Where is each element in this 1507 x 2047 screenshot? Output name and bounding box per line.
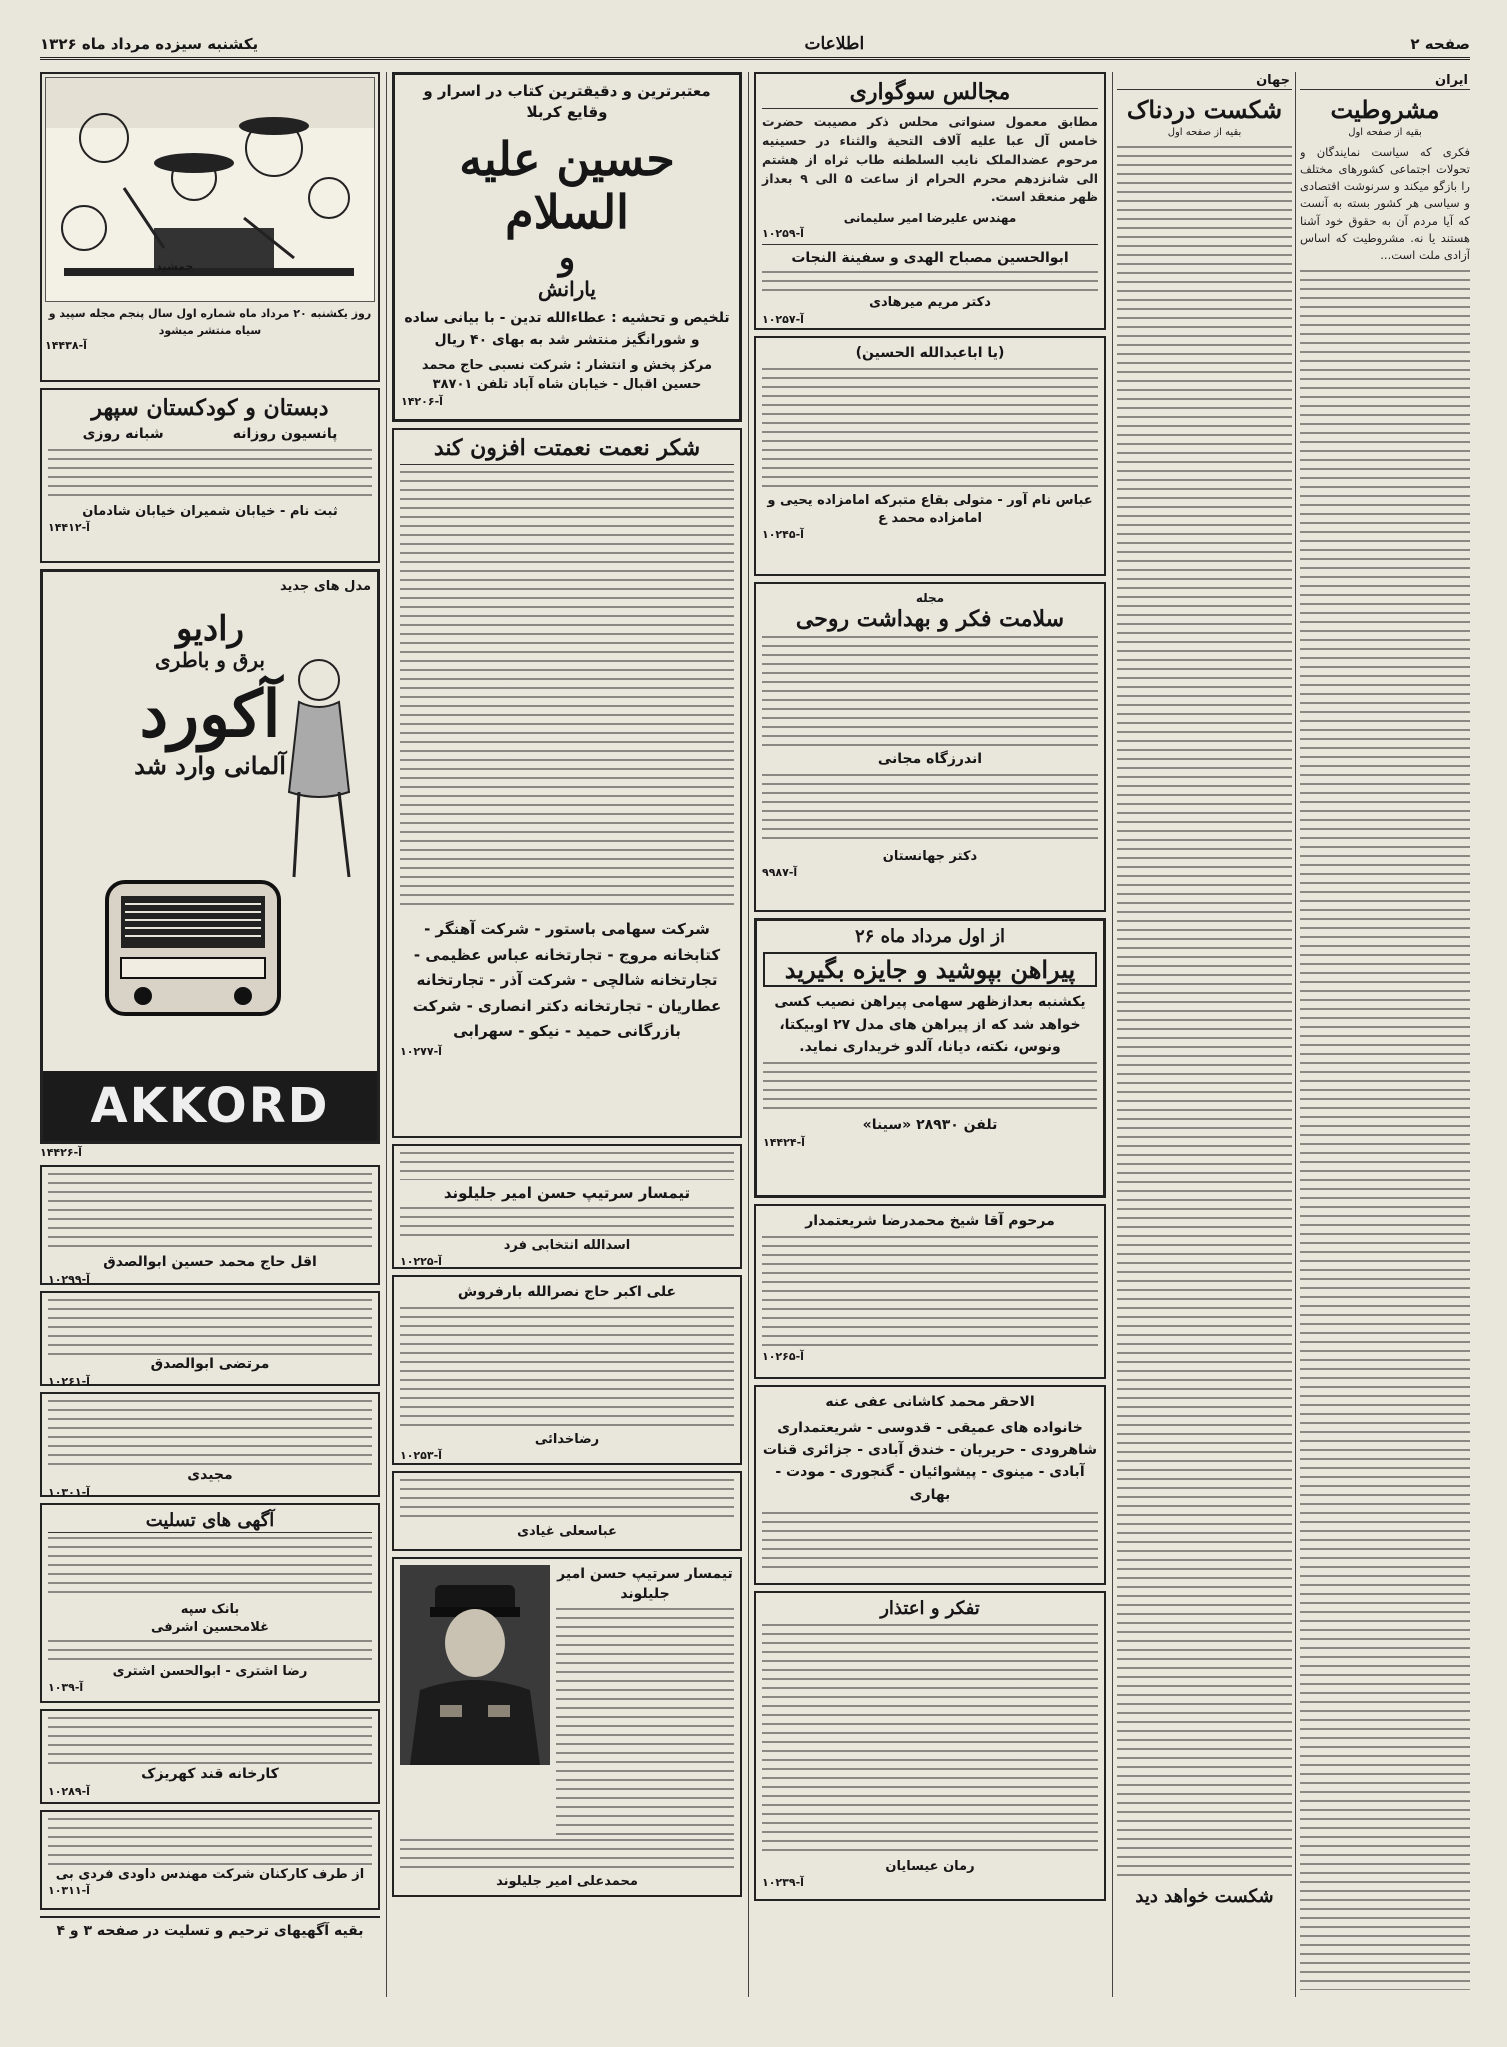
ad-ref-number: آ-۹۹۸۷ [762, 865, 798, 879]
mourning-ad-2-title: ابوالحسین مصباح الهدی و سفینة النجات [791, 249, 1069, 266]
mourning-ad-2-text [762, 271, 1098, 291]
obituary-text [400, 1307, 734, 1427]
notice-title: تفکر و اعتذار [880, 1598, 980, 1619]
ad-ref-number: آ-۱۰۳۹ [48, 1681, 84, 1695]
notice-text [48, 1299, 372, 1355]
sympathy-sign-bank: بانک سپه [180, 1601, 240, 1617]
column-ads-left [40, 72, 380, 1997]
article-continued-note: بقیه از صفحه اول [1167, 126, 1242, 138]
article-lead-text: فکری که سیاست نمایندگان و تحولات اجتماعی کشورهای مختلف را بازگو میکند و سرنوشت اقتصادی و سیاسی هر کشور بسته به آنست که آیا مردم آن به حقوق خود آشنا هستند یا نه. مشروطیت که اساس آزادی ملت است... [1300, 144, 1470, 263]
prize-title: پیراهن بپوشید و جایزه بگیرید [763, 952, 1097, 988]
section-label-iran: ایران [1300, 72, 1470, 90]
magazine-text [762, 636, 1098, 746]
article-body-text [1300, 270, 1470, 1990]
mourning-ad-3-signature: عباس نام آور - متولی بقاع متبرکه امامزاده یحیی و امامزاده محمد ع [767, 492, 1093, 526]
magazine-text-2 [762, 774, 1098, 844]
page-number: صفحه ۲ [1410, 34, 1470, 53]
photo-notice-signature: محمدعلی امیر جلیلوند [496, 1874, 638, 1889]
prize-text: یکشنبه بعدازظهر سهامی پیراهن نصیب کسی خواهد شد که از پیراهن های مدل ۲۷ اوبیکتا، ونوس، نکته، دیانا، آلدو خریداری نماید. [774, 994, 1086, 1056]
mourning-ad-3 [754, 336, 1106, 576]
book-ad [392, 72, 742, 422]
photo-caption-title: تیمسار سرتیپ حسن امیر جلیلوند [557, 1566, 733, 1602]
school-address: ثبت نام - خیابان شمیران خیابان شادمان [82, 503, 338, 519]
radio-set-icon [103, 872, 283, 1022]
ad-ref-number: آ-۱۰۲۲۵ [400, 1255, 442, 1269]
prize-phone: تلفن ۲۸۹۳۰ «سینا» [862, 1117, 998, 1134]
notice-title: الاحقر محمد کاشانی عفی عنه [825, 1394, 1035, 1410]
ad-ref-number: آ-۱۰۲۶۵ [762, 1349, 804, 1363]
notice-signature: مجیدی [187, 1467, 233, 1483]
kahrizak-text [48, 1717, 372, 1765]
prize-date: از اول مرداد ماه ۲۶ [854, 926, 1006, 947]
radio-word: رادیو [175, 609, 245, 650]
mourning-ad-signature: مهندس علیرضا امیر سلیمانی [843, 211, 1017, 226]
column-divider [1112, 72, 1113, 1997]
ad-ref-number: آ-۱۴۲۰۶ [401, 394, 443, 408]
magazine-label: مجله [915, 591, 945, 605]
notice-families: خانواده های عمیقی - قدوسی - شریعتمداری شاهرودی - حریریان - خندق آبادی - جزائری قنات آبادی - مینوی - پیشوائیان - گنجوری - مودت - بهاری [762, 1419, 1098, 1503]
notice-signature: مرتضی ابوالصدق [150, 1356, 270, 1372]
ad-ref-number: آ-۱۴۴۲۴ [763, 1136, 805, 1150]
notice-kashani [754, 1385, 1106, 1585]
obituary-title: علی اکبر حاج نصرالله بارفروش [457, 1284, 677, 1300]
magazine-title: سلامت فکر و بهداشت روحی [795, 605, 1065, 632]
ad-ref-number: آ-۱۰۳۰۱ [48, 1485, 90, 1499]
continued-ads-footer: بقیه آگهیهای ترحیم و تسلیت در صفحه ۳ و ۴ [40, 1916, 380, 1942]
mourning-ad-title: مجالس سوگواری [762, 80, 1098, 109]
obituary-text [400, 1152, 734, 1180]
notice-abolsedq-2 [40, 1291, 380, 1386]
thanks-companies: شرکت سهامی باستور - شرکت آهنگر - کتابخانه مروج - تجارتخانه عباس عظیمی - تجارتخانه شالچی - شرکت آذر - تجارتخانه عطاریان - تجارتخانه دکتر انصاری - شرکت بازرگانی حمید - نیکو - سهرابی [412, 920, 722, 1041]
photo-notice-text-2 [400, 1839, 734, 1869]
ad-ref-number: آ-۱۴۴۳۸ [45, 339, 87, 352]
notice-text [762, 1236, 1098, 1346]
sympathy-deceased: غلامحسین اشرفی [151, 1619, 269, 1635]
book-intro: معتبرترین و دقیقترین کتاب در اسرار و وقایع کربلا [423, 82, 711, 121]
notice-abolsedq [40, 1165, 380, 1285]
ad-ref-number: آ-۱۰۲۳۹ [762, 1875, 804, 1889]
notice-text [762, 1624, 1098, 1854]
thanks-title: شکر نعمت نعمتت افزون کند [400, 436, 734, 465]
woman-figure-illustration [259, 652, 369, 882]
obituary-signature: اسدالله انتخابی فرد [503, 1238, 631, 1253]
school-daytime: پانسیون روزانه [232, 426, 338, 443]
book-title: حسین علیه السلام [459, 132, 675, 239]
obituary-barforoush [392, 1275, 742, 1465]
radio-brand-latin: AKKORD [90, 1078, 330, 1134]
book-details: تلخیص و تحشیه : عطاءالله تدین - با بیانی ساده و شورانگیز منتشر شد به بهای ۴۰ ریال [404, 309, 730, 349]
thanks-text [400, 471, 734, 911]
shirt-prize-ad [754, 918, 1106, 1198]
obituary-jalilvand [392, 1144, 742, 1269]
photo-notice-text [556, 1608, 734, 1835]
notice-majidi [40, 1392, 380, 1497]
prize-details [763, 1062, 1097, 1112]
notice-text [48, 1400, 372, 1466]
kahrizak-ad [40, 1709, 380, 1804]
ad-ref-number: آ-۱۰۲۵۹ [762, 226, 804, 240]
notice-sharyatmadar [754, 1204, 1106, 1379]
ad-ref-number: آ-۱۰۲۵۳ [400, 1448, 442, 1462]
engineer-text [48, 1818, 372, 1866]
cartoon-caption: روز یکشنبه ۲۰ مرداد ماه شماره اول سال پنجم مجله سپید و سیاه منتشر میشود [48, 307, 372, 337]
obituary-signature: عباسعلی غیادی [517, 1524, 617, 1539]
notice-text [762, 1512, 1098, 1572]
article-continued-note: بقیه از صفحه اول [1348, 126, 1422, 138]
sympathy-title: آگهی های تسلیت [48, 1511, 372, 1533]
notice-signature: اقل حاج محمد حسین ابوالصدق [103, 1254, 317, 1270]
ad-ref-number: آ-۱۰۳۱۱ [48, 1884, 90, 1898]
date-line: یکشنبه سیزده مرداد ماه ۱۳۲۶ [40, 34, 259, 53]
magazine-signature: دکتر جهانستان [882, 848, 978, 864]
radio-ad [40, 569, 380, 1144]
page-header [40, 30, 1470, 60]
sympathy-text [48, 1537, 372, 1597]
obituary-text [400, 1479, 734, 1523]
cartoon-illustration-icon [45, 78, 374, 302]
school-ad [40, 388, 380, 563]
notice-thanks [754, 1591, 1106, 1901]
radio-power: برق و باطری [155, 648, 265, 673]
ad-ref-number: آ-۱۰۲۴۵ [762, 527, 804, 541]
ad-ref-number: آ-۱۰۲۷۷ [400, 1044, 442, 1058]
sympathy-text-2 [48, 1640, 372, 1660]
magazine-ad [754, 582, 1106, 912]
mourning-ad-2-signature: دکتر مریم میرهادی [869, 295, 991, 311]
column-divider [748, 72, 749, 1997]
notice-signature: رمان عیسایان [885, 1858, 975, 1874]
article-title-mashrutiyat: مشروطیت [1330, 95, 1440, 124]
sympathy-ads [40, 1503, 380, 1703]
column-divider [386, 72, 387, 1997]
mourning-ad-3-text [762, 368, 1098, 488]
obituary-signature: رضاخدائی [534, 1431, 600, 1447]
school-boarding: شبانه روزی [82, 426, 164, 443]
kahrizak-title: کارخانه قند کهریزک [141, 1766, 279, 1782]
column-notices-center [754, 72, 1106, 1997]
engineer-signature: از طرف کارکنان شرکت مهندس داودی فردی بی [55, 1867, 365, 1882]
school-title: دبستان و کودکستان سپهر [91, 395, 329, 421]
ad-ref-number: آ-۱۰۲۵۷ [762, 312, 804, 326]
article-body-text [1117, 146, 1292, 1881]
cartoon-ad [40, 72, 380, 382]
column-divider [1295, 72, 1296, 1997]
obituary-photo-notice [392, 1557, 742, 1897]
article-title-shekast: شکست دردناک [1126, 95, 1283, 124]
sympathy-sign-family: رضا اشتری - ابوالحسن اشتری [112, 1664, 308, 1680]
paper-name: اطلاعات [804, 33, 865, 54]
section-label-world: جهان [1117, 72, 1292, 90]
ad-ref-number: آ-۱۰۲۸۹ [48, 1784, 90, 1798]
column-ads-middle [392, 72, 742, 1997]
article-closing-line: شکست خواهد دید [1135, 1885, 1274, 1907]
notice-title: مرحوم آقا شیخ محمدرضا شریعتمدار [805, 1213, 1055, 1229]
ad-ref-number: آ-۱۴۴۲۶ [40, 1146, 82, 1159]
ad-ref-number: آ-۱۴۴۱۲ [48, 521, 90, 535]
mourning-ad-text: مطابق معمول سنواتی محلس ذکر مصیبت حضرت خامس آل عبا علیه آلاف التحیة والثناء در حسینیه مرحوم عضدالملک نایب السلطنه طاب ثراه از هشتم الی شانزدهم محرم الحرام از ساعت ۵ الی ۹ بعداز ظهر منعقد است. [762, 114, 1098, 205]
mourning-ad-3-title: (یا اباعبدالله الحسین) [855, 345, 1005, 361]
radio-new-models: مدل های جدید [280, 579, 371, 594]
telephone-thanks-ad [392, 428, 742, 1138]
obituary-text-2 [400, 1207, 734, 1237]
ad-ref-number: آ-۱۰۲۶۱ [48, 1374, 90, 1388]
cartoon-image [45, 77, 375, 302]
portrait-photo [400, 1565, 550, 1765]
magazine-subtitle: اندرزگاه مجانی [877, 751, 983, 768]
radio-brand-persian: آکورد [139, 677, 281, 753]
engineer-notice [40, 1810, 380, 1910]
book-store: مرکز پخش و انتشار : شرکت نسبی حاج محمد حسین اقبال - خیابان شاه آباد تلفن ۳۸۷۰۱ [421, 357, 713, 393]
school-text [48, 449, 372, 499]
mourning-ad-1 [754, 72, 1106, 330]
obituary-title: تیمسار سرتیپ حسن امیر جلیلوند [443, 1184, 691, 1202]
column-iran [1300, 72, 1470, 1997]
book-and: و [558, 237, 576, 278]
obituary-ghiyadi [392, 1471, 742, 1551]
cartoon-credit: جمشید [156, 260, 194, 273]
column-world [1117, 72, 1292, 1997]
ad-ref-number: آ-۱۰۲۹۹ [48, 1272, 90, 1286]
radio-imported: آلمانی وارد شد [134, 750, 286, 780]
officer-portrait-image [400, 1565, 550, 1765]
notice-text [48, 1173, 372, 1253]
book-subtitle: یارانش [538, 276, 596, 301]
